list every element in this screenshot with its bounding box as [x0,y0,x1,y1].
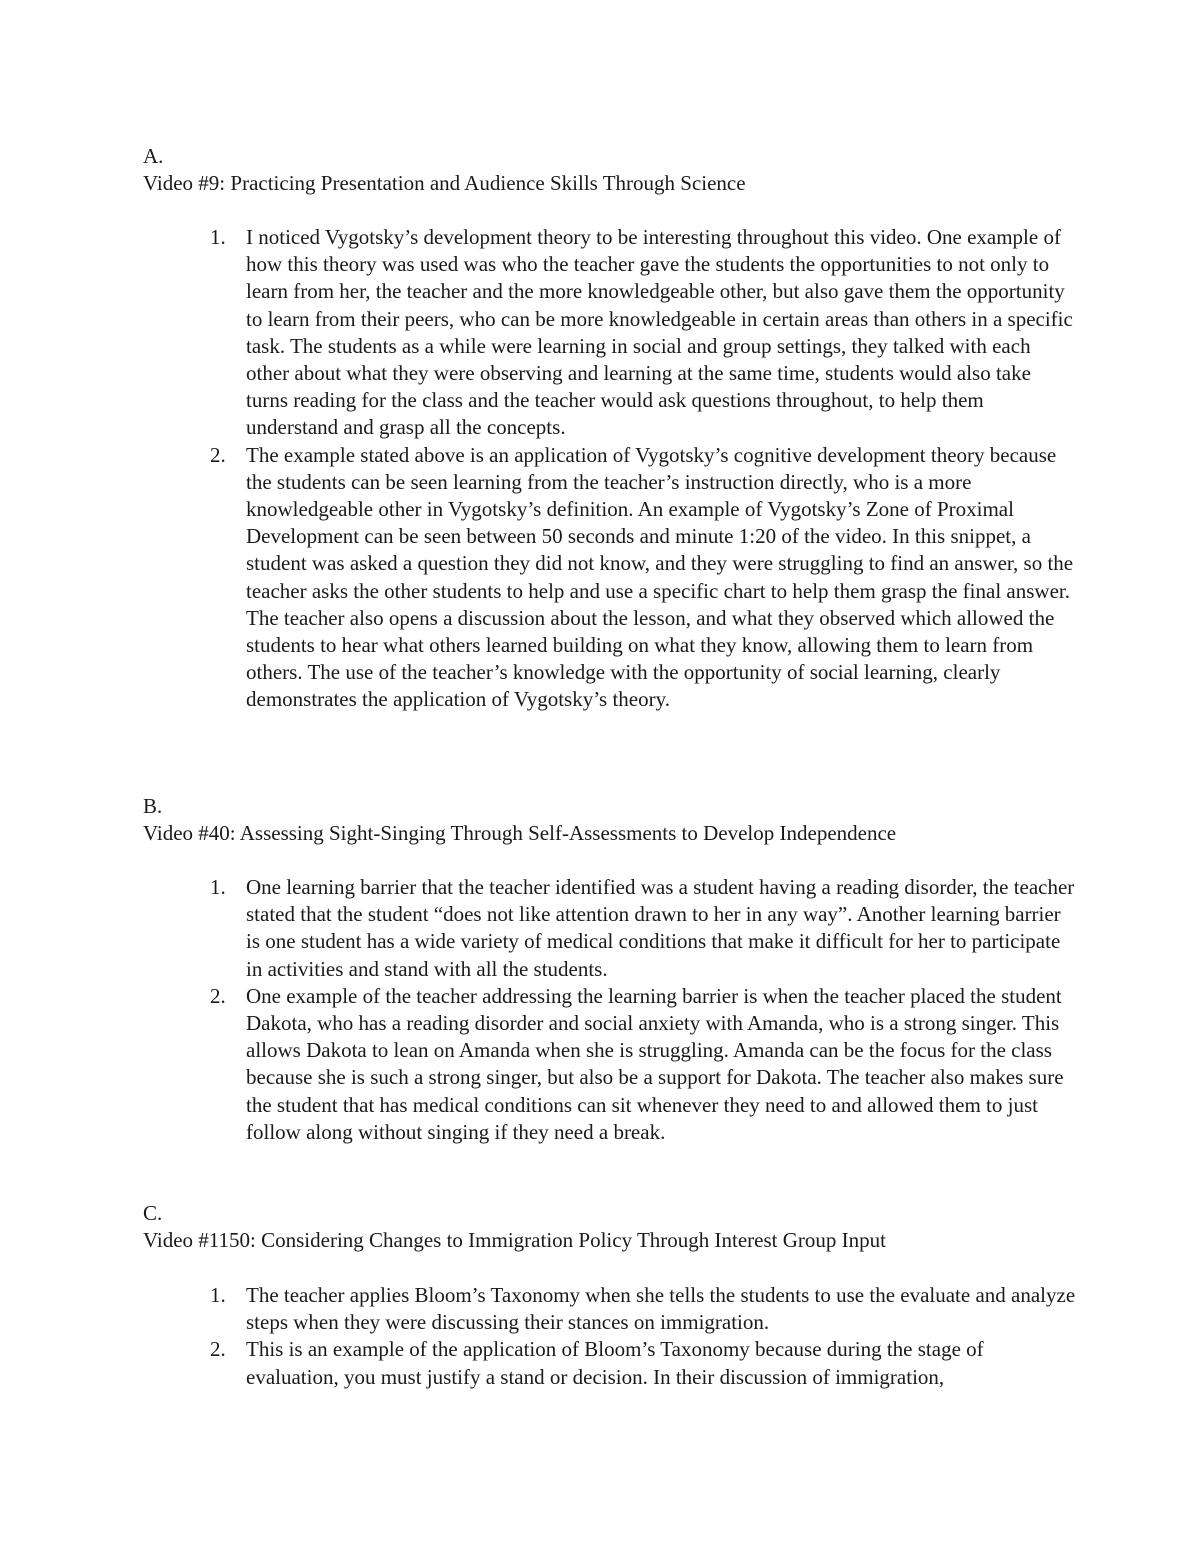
item-number: 1. [210,225,226,249]
section-c-title: Video #1150: Considering Changes to Immigration Policy Through Interest Group Input [143,1228,886,1252]
section-a-title: Video #9: Practicing Presentation and Audience Skills Through Science [143,171,746,195]
item-text: This is an example of the application of Bloom’s Taxonomy because during the stage of evaluation, you must justify a stand or decision. In their discussion of immigration, [246,1337,984,1389]
list-item [210,874,1076,983]
section-b-title: Video #40: Assessing Sight-Singing Through Self-Assessments to Develop Independence [143,821,897,845]
list-item [210,224,1076,442]
item-text: The teacher applies Bloom’s Taxonomy when she tells the students to use the evaluate and analyze steps when they were discussing their stances on immigration. [246,1283,1076,1335]
list-item [210,1336,1076,1390]
item-number: 1. [210,1283,226,1307]
section-b-letter: B. [143,794,163,818]
item-number: 2. [210,442,226,467]
section-a-letter: A. [143,144,164,168]
item-number: 2. [210,983,226,1008]
section-c-letter: C. [143,1201,163,1225]
list-item [210,1282,1076,1336]
item-text: One learning barrier that the teacher identified was a student having a reading disorder, the teacher stated that the student “does not like attention drawn to her in any way”. Another learning barrier is one student has a wide variety of medical conditions that make it difficult for her to participate in activities and stand with all the students. [246,875,1075,981]
section-b-list [210,874,1076,1146]
section-c-list [210,1282,1076,1391]
section-a-list [210,224,1076,714]
item-text: One example of the teacher addressing the learning barrier is when the teacher placed the student Dakota, who has a reading disorder and social anxiety with Amanda, who is a strong singer. This allows Dakota to lean on Amanda when she is struggling. Amanda can be the focus for the class because she is such a strong singer, but also be a support for Dakota. The teacher also makes sure the student that has medical conditions can sit whenever they need to and allowed them to just follow along without singing if they need a break. [246,983,1064,1144]
item-text: I noticed Vygotsky’s development theory to be interesting throughout this video. One example of how this theory was used was who the teacher gave the students the opportunities to not only to learn from her, the teacher and the more knowledgeable other, but also gave them the opportunity to learn from their peers, who can be more knowledgeable in certain areas than others in a specific task. The students as a while were learning in social and group settings, they talked with each other about what they were observing and learning at the same time, students would also take turns reading for the class and the teacher would ask questions throughout, to help them understand and grasp all the concepts. [246,225,1073,440]
item-number: 1. [210,875,226,899]
list-item [210,442,1076,714]
item-number: 2. [210,1337,226,1362]
list-item [210,983,1076,1146]
item-text: The example stated above is an application of Vygotsky’s cognitive development theory because the students can be seen learning from the teacher’s instruction directly, who is a more knowledgeable other in Vygotsky’s definition. An example of Vygotsky’s Zone of Proximal Development can be seen between 50 seconds and minute 1:20 of the video. In this snippet, a student was asked a question they did not know, and they were struggling to find an answer, so the teacher asks the other students to help and use a specific chart to help them grasp the final answer. The teacher also opens a discussion about the lesson, and what they observed which allowed the students to hear what others learned building on what they know, allowing them to learn from others. The use of the teacher’s knowledge with the opportunity of social learning, clearly demonstrates the application of Vygotsky’s theory. [246,442,1074,712]
